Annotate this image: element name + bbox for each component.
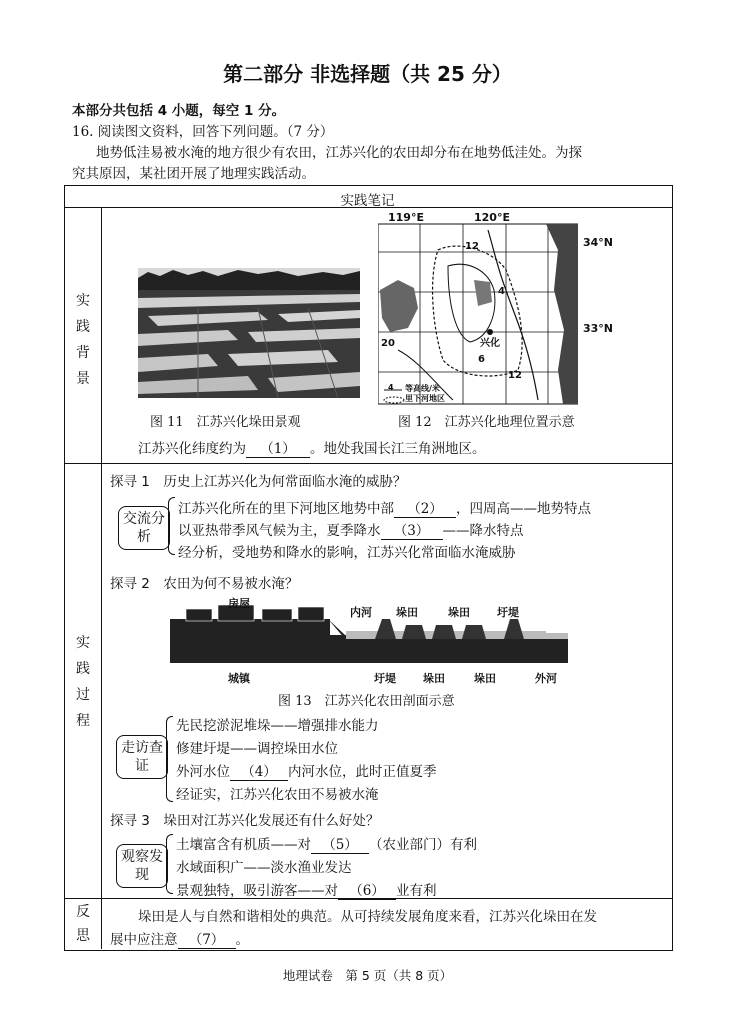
answer-blank-3[interactable]: （3） [381,519,443,540]
intro-text: 本部分共包括 4 小题，每空 1 分。 [72,103,286,119]
diagram-label-duotian: 垛田 [423,672,445,685]
brace [166,834,173,894]
explore-1-question: 探寻 1 历史上江苏兴化为何常面临水淹的威胁？ [110,474,407,490]
reflection-line1: 垛田是人与自然和谐相处的典范。从可持续发展角度来看，江苏兴化垛田在发 [138,909,597,925]
diagram-label-inner-river: 内河 [350,606,372,619]
answer-blank-1[interactable]: （1） [246,437,310,458]
explore-3-question: 探寻 3 垛田对江苏兴化发展还有什么好处？ [110,813,380,829]
explore-2-line1: 先民挖淤泥堆垛——增强排水能力 [176,718,379,734]
background-statement: 江苏兴化纬度约为 （1） 。地处我国长江三角洲地区。 [138,437,486,458]
bubble-visit-verify: 走访查证 [116,735,168,779]
question-paragraph-line1: 地势低洼易被水淹的地方很少有农田，江苏兴化的农田却分布在地势低洼处。为探 [96,145,582,161]
explore-2-question: 探寻 2 农田为何不易被水淹？ [110,576,299,592]
divider [64,463,672,464]
table-header: 实践笔记 [340,193,395,209]
diagram-label-duotian: 垛田 [448,606,470,619]
diagram-label-house: 房屋 [228,597,250,610]
page-title: 第二部分 非选择题（共 25 分） [223,62,512,86]
map-lat-33: 33°N [583,322,614,335]
answer-blank-2[interactable]: （2） [394,497,456,518]
figure-11-caption: 图 11 江苏兴化垛田景观 [150,415,301,430]
answer-blank-6[interactable]: （6） [338,879,396,900]
duotian-landscape-photo [138,268,360,398]
explore-3-line2: 水域面积广——淡水渔业发达 [176,860,352,876]
explore-2-line2: 修建圩堤——调控垛田水位 [176,741,338,757]
map-city-label: 兴化 [480,338,500,349]
explore-1-line3: 经分析，受地势和降水的影响，江苏兴化常面临水淹威胁 [178,545,516,561]
brace [166,716,173,802]
diagram-label-duotian: 垛田 [396,606,418,619]
diagram-label-town: 城镇 [228,672,250,685]
explore-1-line1: 江苏兴化所在的里下河地区地势中部 （2） ，四周高——地势特点 [178,497,591,518]
figure-12-caption: 图 12 江苏兴化地理位置示意 [398,415,575,430]
page-footer: 地理试卷 第 5 页（共 8 页） [282,968,453,983]
figure-13-caption: 图 13 江苏兴化农田剖面示意 [278,694,455,709]
side-label-background: 实践背景 [76,293,90,387]
map-legend-contour-num: 4 [388,383,394,392]
explore-3-line1: 土壤富含有机质——对 （5） （农业部门）有利 [176,833,477,854]
map-contour-label: 12 [508,370,522,381]
bubble-exchange-analysis: 交流分析 [118,506,170,550]
reflection-line2: 展中应注意 （7） 。 [110,928,249,949]
explore-2-line3: 外河水位 （4） 内河水位，此时正值夏季 [176,760,437,781]
brace [168,497,175,555]
side-label-reflection: 反思 [76,904,90,944]
diagram-label-yudi: 圩堤 [374,672,396,685]
map-legend-area: 里下河地区 [405,394,445,403]
map-contour-label: 6 [478,354,485,365]
xinghua-location-map [378,210,578,406]
divider [64,207,672,208]
explore-2-line4: 经证实，江苏兴化农田不易被水淹 [176,787,379,803]
map-contour-label: 4 [498,286,505,297]
divider [101,207,102,949]
diagram-label-duotian: 垛田 [474,672,496,685]
map-contour-label: 20 [381,338,395,349]
answer-blank-5[interactable]: （5） [311,833,369,854]
question-paragraph-line2: 究其原因，某社团开展了地理实践活动。 [72,166,315,182]
map-lon-120: 120°E [474,211,510,224]
explore-1-line2: 以亚热带季风气候为主，夏季降水 （3） ——降水特点 [178,519,524,540]
answer-blank-7[interactable]: （7） [178,928,236,949]
map-contour-label: 12 [465,241,479,252]
question-number: 16. 阅读图文资料，回答下列问题。（7 分） [72,124,334,140]
diagram-label-yudi: 圩堤 [497,606,519,619]
diagram-label-outer-river: 外河 [535,672,557,685]
side-label-process: 实践过程 [76,635,90,729]
map-lat-34: 34°N [583,236,614,249]
bubble-observe-discover: 观察发现 [116,844,168,888]
explore-3-line3: 景观独特，吸引游客——对 （6） 业有利 [176,879,437,900]
map-legend-contour: 等高线/米 [405,384,440,393]
map-lon-119: 119°E [388,211,424,224]
answer-blank-4[interactable]: （4） [230,760,288,781]
